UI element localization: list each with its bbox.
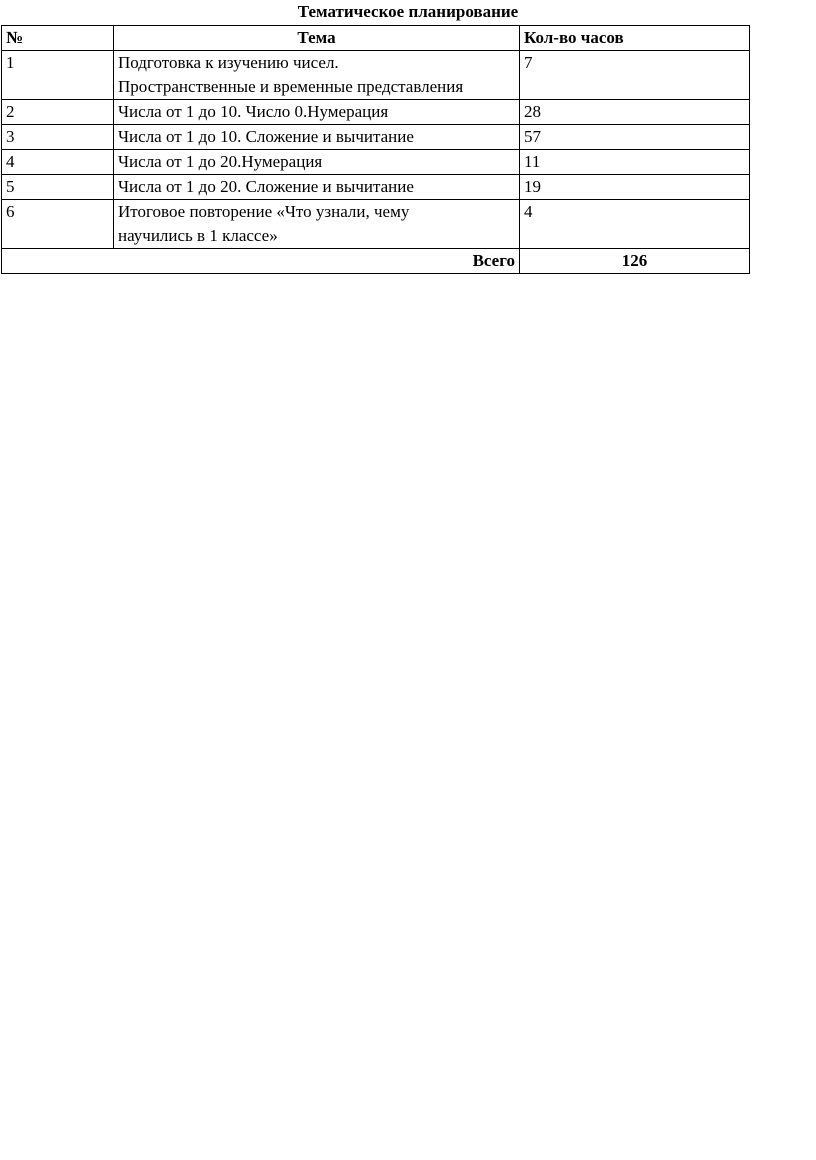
table-row: [2, 125, 750, 150]
table-row: [2, 175, 750, 200]
header-topic: Тема: [114, 26, 520, 51]
row-topic-line: Числа от 1 до 10. Сложение и вычитание: [118, 127, 414, 146]
header-hours: Кол-во часов: [520, 26, 750, 51]
header-number: №: [2, 26, 114, 51]
row-number: 6: [2, 200, 114, 249]
row-topic-line: Пространственные и временные представления: [118, 77, 464, 96]
row-hours: 4: [520, 200, 750, 249]
row-number: 2: [2, 100, 114, 125]
thematic-plan-table: [1, 25, 750, 274]
row-hours: 28: [520, 100, 750, 125]
row-topic-line: Итоговое повторение «Что узнали, чему: [118, 202, 410, 221]
row-number: 5: [2, 175, 114, 200]
total-value: 126: [520, 249, 750, 274]
row-number: 3: [2, 125, 114, 150]
row-topic-line: Числа от 1 до 20.Нумерация: [118, 152, 323, 171]
row-topic-line: Числа от 1 до 20. Сложение и вычитание: [118, 177, 414, 196]
row-topic-line: научились в 1 классе»: [118, 226, 278, 245]
row-topic: [114, 51, 520, 100]
row-hours: 19: [520, 175, 750, 200]
row-number: 4: [2, 150, 114, 175]
row-topic: [114, 175, 520, 200]
row-hours: 11: [520, 150, 750, 175]
row-hours: 7: [520, 51, 750, 100]
total-row: [2, 249, 750, 274]
table-row: [2, 100, 750, 125]
row-topic: [114, 150, 520, 175]
row-topic: [114, 125, 520, 150]
table-row: [2, 150, 750, 175]
row-topic-line: Числа от 1 до 10. Число 0.Нумерация: [118, 102, 389, 121]
row-topic: [114, 200, 520, 249]
table-row: [2, 51, 750, 100]
table-row: [2, 200, 750, 249]
total-label: Всего: [2, 249, 520, 274]
table-header-row: [2, 26, 750, 51]
row-number: 1: [2, 51, 114, 100]
row-hours: 57: [520, 125, 750, 150]
row-topic: [114, 100, 520, 125]
page-title: Тематическое планирование: [297, 2, 519, 21]
row-topic-line: Подготовка к изучению чисел.: [118, 53, 339, 72]
